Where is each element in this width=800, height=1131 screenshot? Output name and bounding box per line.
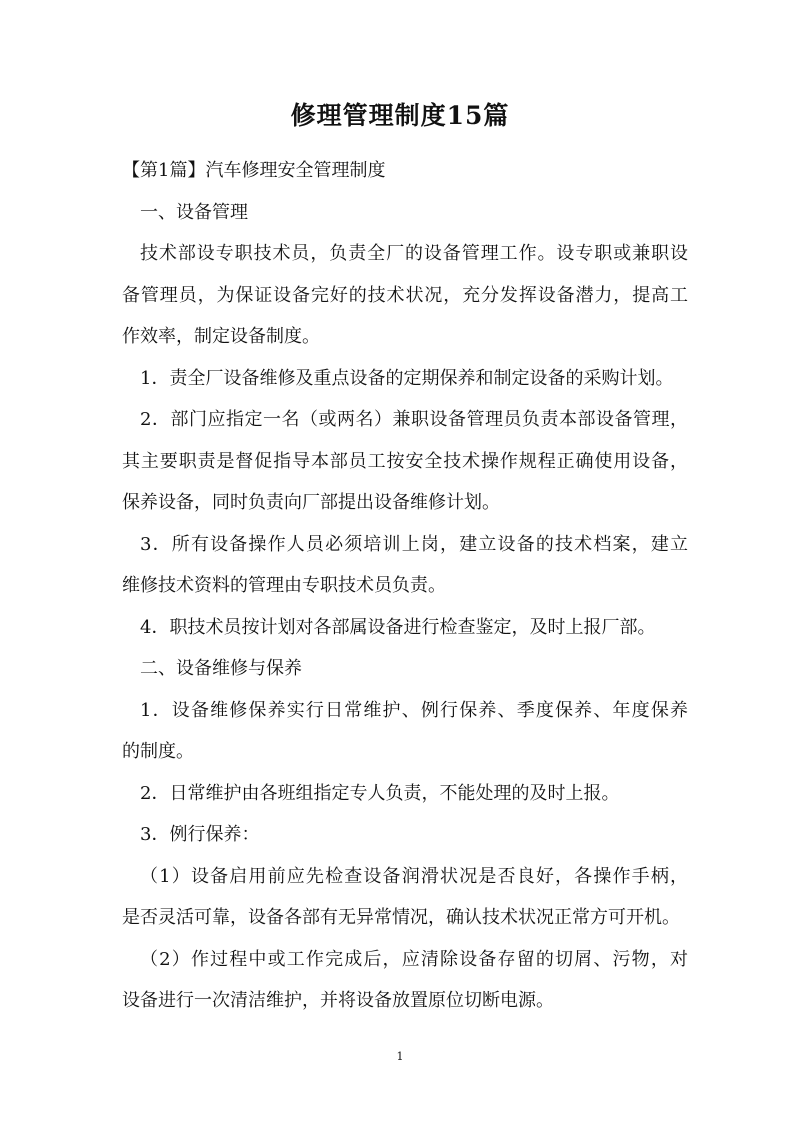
paragraph-line: 3．所有设备操作人员必须培训上岗，建立设备的技术档案，建立 — [140, 533, 688, 555]
document-title: 修理管理制度15篇 — [290, 101, 510, 130]
paragraph-line: （2）作过程中或工作完成后，应清除设备存留的切屑、污物，对 — [140, 948, 688, 970]
paragraph — [122, 648, 688, 690]
paragraph-line: 一、设备管理 — [140, 201, 248, 223]
paragraph-list — [122, 192, 688, 1022]
paragraph-line: 是否灵活可靠，设备各部有无异常情况，确认技术状况正常方可开机。 — [122, 907, 680, 928]
paragraph-line: 备管理员，为保证设备完好的技术状况，充分发挥设备潜力，提高工 — [122, 284, 688, 306]
paragraph-line: 维修技术资料的管理由专职技术员负责。 — [122, 575, 446, 596]
paragraph-line: 3．例行保养： — [140, 824, 260, 845]
paragraph-line: 二、设备维修与保养 — [140, 658, 302, 679]
paragraph — [122, 607, 688, 649]
paragraph-line: 作效率，制定设备制度。 — [122, 326, 320, 347]
paragraph-line: 4．职技术员按计划对各部属设备进行检查鉴定，及时上报厂部。 — [140, 616, 656, 638]
paragraph-line: 1．责全厂设备维修及重点设备的定期保养和制定设备的采购计划。 — [140, 367, 674, 389]
paragraph — [122, 524, 688, 607]
paragraph-line: （1）设备启用前应先检查设备润滑状况是否良好，各操作手柄， — [140, 865, 688, 887]
paragraph-line: 技术部设专职技术员，负责全厂的设备管理工作。设专职或兼职设 — [140, 243, 688, 264]
paragraph — [122, 856, 688, 939]
paragraph — [122, 399, 688, 524]
document-body — [122, 150, 688, 1022]
paragraph-line: 设备进行一次清洁维护，并将设备放置原位切断电源。 — [122, 990, 554, 1011]
paragraph — [122, 358, 688, 400]
paragraph — [122, 773, 688, 815]
paragraph — [122, 939, 688, 1022]
paragraph-line: 2．日常维护由各班组指定专人负责，不能处理的及时上报。 — [140, 782, 620, 804]
page-number: 1 — [396, 1050, 404, 1063]
paragraph-line: 保养设备，同时负责向厂部提出设备维修计划。 — [122, 492, 500, 513]
paragraph-line: 的制度。 — [122, 741, 194, 762]
section-heading: 【第1篇】汽车修理安全管理制度 — [122, 160, 386, 181]
paragraph — [122, 690, 688, 773]
paragraph-line: 1．设备维修保养实行日常维护、例行保养、季度保养、年度保养 — [140, 699, 688, 721]
paragraph-line: 其主要职责是督促指导本部员工按安全技术操作规程正确使用设备， — [122, 450, 688, 472]
paragraph — [122, 814, 688, 856]
paragraph — [122, 233, 688, 358]
paragraph-line: 2．部门应指定一名（或两名）兼职设备管理员负责本部设备管理， — [140, 409, 688, 430]
section-heading-paragraph — [122, 150, 688, 192]
paragraph — [122, 192, 688, 234]
